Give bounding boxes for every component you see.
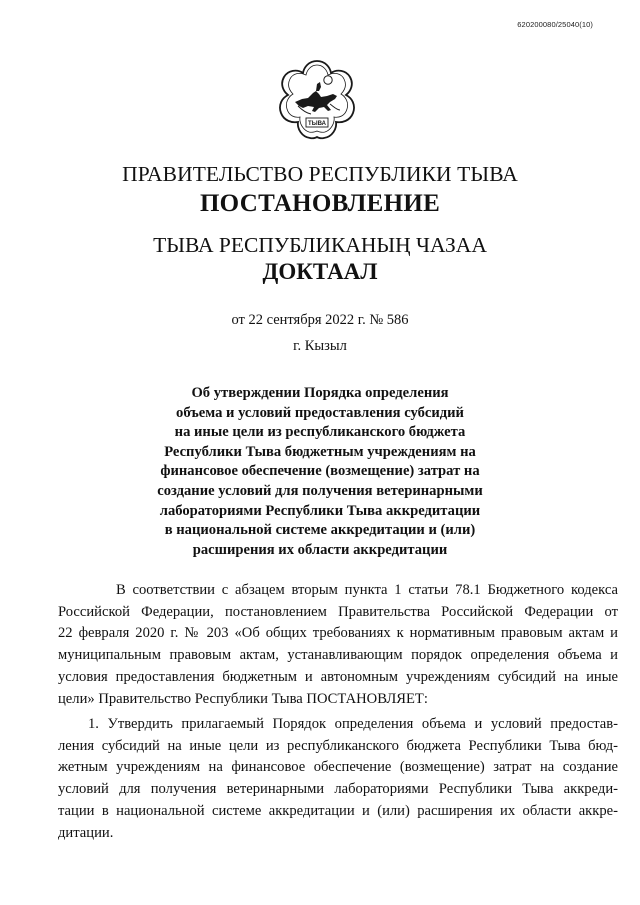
government-title: ПРАВИТЕЛЬСТВО РЕСПУБЛИКИ ТЫВА xyxy=(122,162,518,186)
paragraph-line: дитации. xyxy=(58,824,114,841)
subject-line: лабораториями Республики Тыва аккредитации xyxy=(159,502,481,519)
decree-title: ПОСТАНОВЛЕНИЕ xyxy=(199,190,441,217)
government-title-tyvan: ТЫВА РЕСПУБЛИКАНЫҢ ЧАЗАА xyxy=(153,233,487,257)
paragraph-line: муниципальным правовым актам, устанавливающим порядок определения объема и xyxy=(58,647,618,664)
paragraph-line: условий для получения ветеринарными лабораториями Республики Тыва аккреди- xyxy=(58,781,618,798)
paragraph-line: условия предоставления бюджетным и автономным учреждениям субсидий на иные xyxy=(58,668,618,685)
paragraph-line: 22 февраля 2020 г. № 203 «Об общих требованиях к нормативным правовым актам и xyxy=(58,625,618,642)
subject-line: создание условий для получения ветеринарными xyxy=(157,482,483,499)
subject-line: Об утверждении Порядка определения xyxy=(191,385,449,401)
subject-line: объема и условий предоставления субсидий xyxy=(176,404,464,421)
subject-line: финансовое обеспечение (возмещение) затрат на xyxy=(160,463,480,480)
paragraph-line: Российской Федерации, постановлением Правительства Российской Федерации от xyxy=(58,603,618,620)
subject-line: на иные цели из республиканского бюджета xyxy=(174,424,466,441)
paragraph-line: 1. Утвердить прилагаемый Порядок определения объема и условий предостав- xyxy=(88,716,618,732)
decree-city: г. Кызыл xyxy=(293,338,347,354)
decree-title-tyvan: ДОКТААЛ xyxy=(262,259,378,284)
svg-text:ТЫВА: ТЫВА xyxy=(308,121,326,127)
subject-line: Республики Тыва бюджетным учреждениям на xyxy=(164,443,476,460)
paragraph-line: жетным учреждениям на финансовое обеспечение (возмещение) затрат на создание xyxy=(58,759,618,776)
clause-1-paragraph xyxy=(58,714,618,844)
paragraph-line: тации в национальной системе аккредитации и (или) расширения их области аккре- xyxy=(58,802,618,819)
decree-date: от 22 сентября 2022 г. № 586 xyxy=(231,312,409,328)
paragraph-line: ления субсидий на иные цели из республиканского бюджета Республики Тыва бюд- xyxy=(58,737,618,754)
subject-line: расширения их области аккредитации xyxy=(192,541,448,558)
preamble-paragraph xyxy=(58,580,618,710)
document-code: 620200080/25040(10) xyxy=(517,20,593,29)
paragraph-line: В соответствии с абзацем вторым пункта 1 статьи 78.1 Бюджетного кодекса xyxy=(116,582,618,598)
paragraph-line: цели» Правительство Республики Тыва ПОСТАНОВЛЯЕТ: xyxy=(58,690,428,707)
coat-of-arms-emblem xyxy=(275,58,359,142)
subject-line: в национальной системе аккредитации и (или) xyxy=(164,522,476,539)
decree-subject xyxy=(0,384,640,560)
